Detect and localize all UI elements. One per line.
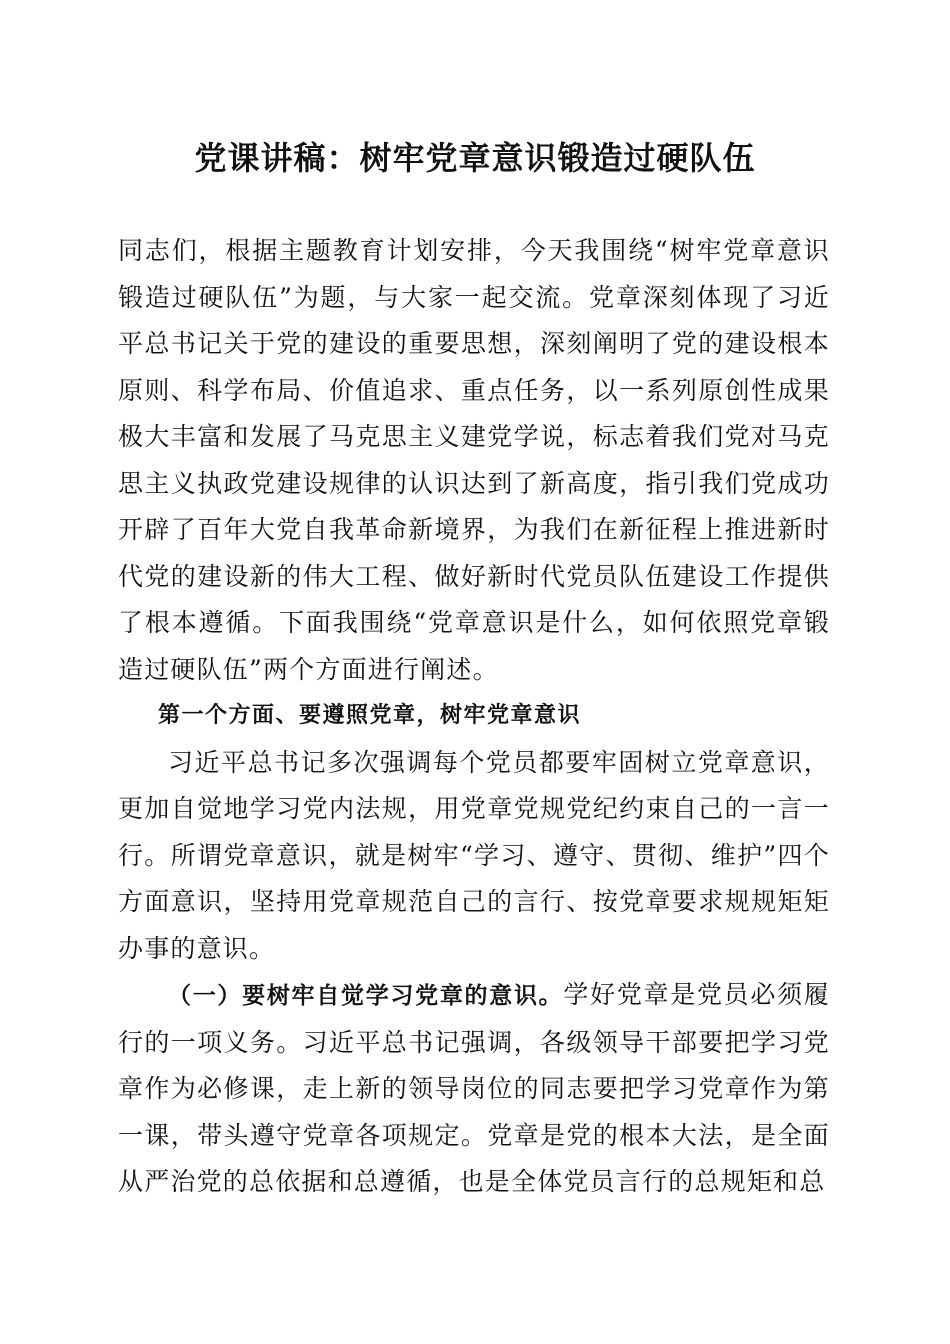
section-paragraph: 习近平总书记多次强调每个党员都要牢固树立党章意识，更加自觉地学习党内法规，用党章党规党纪约束自己的一言一行。所谓党章意识，就是树牢“学习、遵守、贯彻、维护”四个方面意识，坚持用党章规范自己的言行、按党章要求规规矩矩办事的意识。 xyxy=(118,747,830,963)
section-heading: 第一个方面、要遵照党章，树牢党章意识 xyxy=(158,703,582,728)
intro-paragraph: 同志们，根据主题教育计划安排，今天我围绕“树牢党章意识锻造过硬队伍”为题，与大家一起交流。党章深刻体现了习近平总书记关于党的建设的重要思想，深刻阐明了党的建设根本原则、科学布局、价值追求、重点任务，以一系列原创性成果极大丰富和发展了马克思主义建党学说，标志着我们党对马克思主义执政党建设规律的认识达到了新高度，指引我们党成功开辟了百年大党自我革命新境界，为我们在新征程上推进新时代党的建设新的伟大工程、做好新时代党员队伍建设工作提供了根本遵循。下面我围绕“党章意识是什么，如何依照党章锻造过硬队伍”两个方面进行阐述。 xyxy=(118,236,830,684)
document-title: 党课讲稿：树牢党章意识锻造过硬队伍 xyxy=(194,139,756,177)
subsection-text: 学好党章是党员必须履行的一项义务。习近平总书记强调，各级领导干部要把学习党章作为必修课，走上新的领导岗位的同志要把学习党章作为第一课，带头遵守党章各项规定。党章是党的根本大法，是全面从严治党的总依据和总遵循，也是全体党员言行的总规矩和总 xyxy=(118,980,830,1196)
subsection-heading: （一）要树牢自觉学习党章的意识。 xyxy=(168,983,564,1009)
subsection-paragraph xyxy=(118,972,830,1206)
document-body xyxy=(118,228,830,1206)
